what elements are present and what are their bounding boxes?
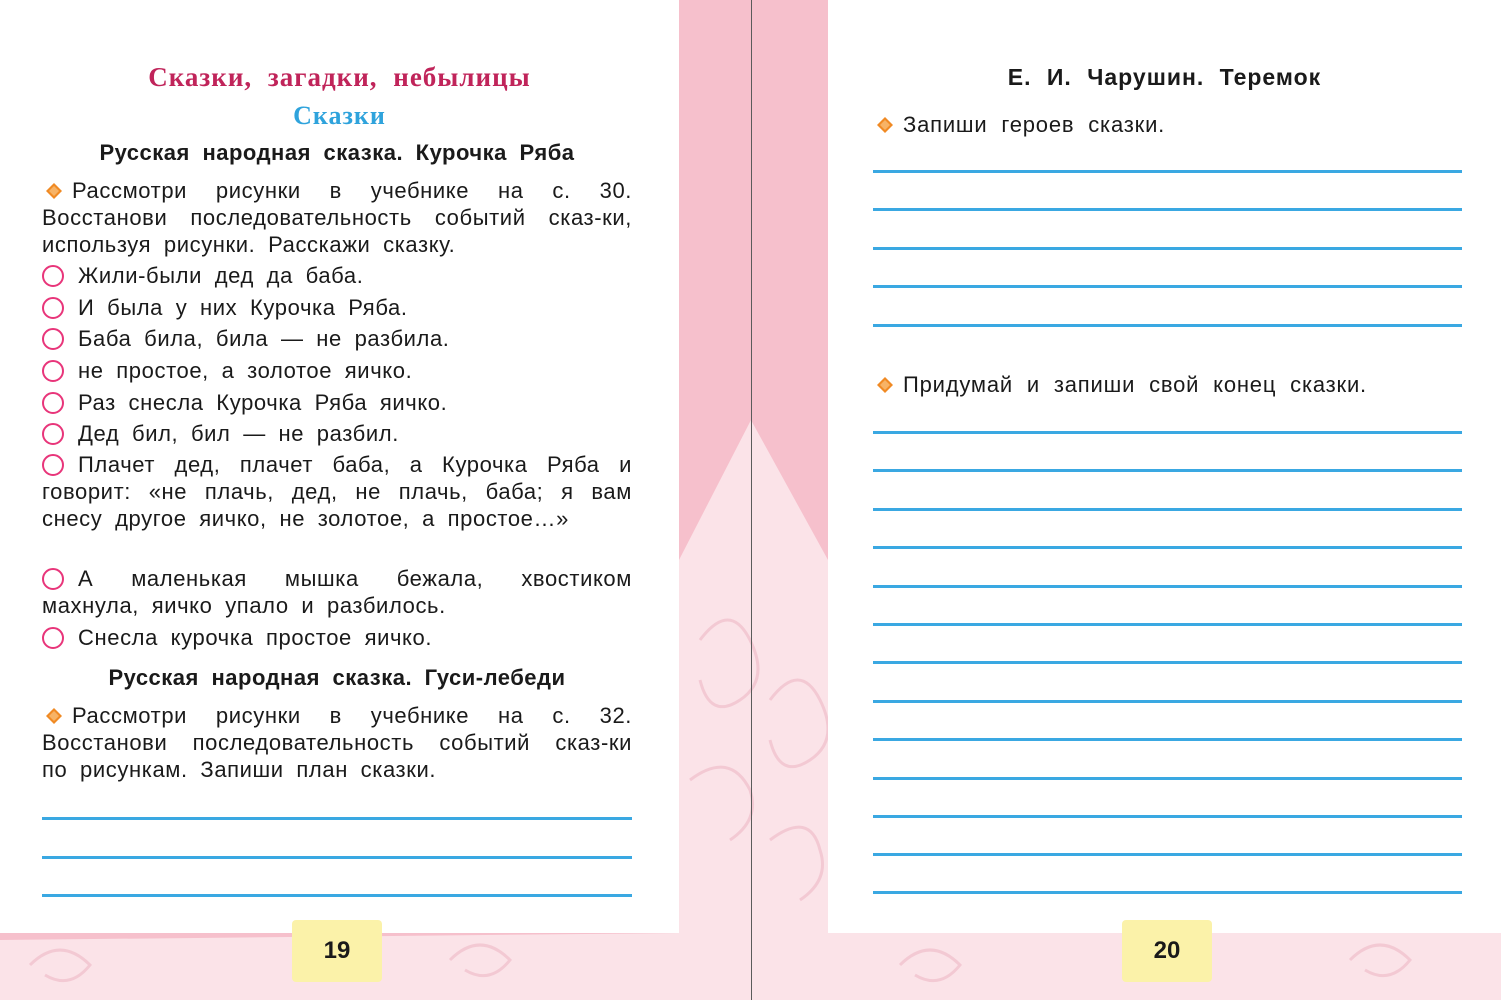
- right-task1-text: Запиши героев сказки.: [903, 112, 1166, 137]
- answer-circle[interactable]: [42, 627, 64, 649]
- task2-instruction: [42, 702, 632, 783]
- story1-title: Русская народная сказка. Курочка Ряба: [99, 140, 575, 165]
- writing-line[interactable]: [873, 700, 1462, 703]
- writing-line[interactable]: [873, 324, 1462, 327]
- writing-line[interactable]: [873, 431, 1462, 434]
- story2-title: Русская народная сказка. Гуси-лебеди: [108, 665, 566, 690]
- writing-line[interactable]: [873, 247, 1462, 250]
- answer-circle[interactable]: [42, 392, 64, 414]
- event-text: А маленькая мышка бежала, хвостиком махнула, яичко упало и разбилось.: [42, 566, 632, 618]
- writing-line[interactable]: [873, 469, 1462, 472]
- right-task1: [873, 112, 1165, 138]
- writing-line[interactable]: [873, 661, 1462, 664]
- writing-line[interactable]: [873, 508, 1462, 511]
- book-spine: [751, 0, 752, 1000]
- writing-line[interactable]: [42, 817, 632, 820]
- writing-line[interactable]: [873, 777, 1462, 780]
- event-text: Снесла курочка простое яичко.: [78, 625, 433, 650]
- answer-circle[interactable]: [42, 360, 64, 382]
- event-item-3: [42, 325, 632, 352]
- writing-line[interactable]: [873, 585, 1462, 588]
- writing-line[interactable]: [873, 208, 1462, 211]
- writing-line[interactable]: [42, 894, 632, 897]
- diamond-bullet-icon: [877, 117, 893, 133]
- writing-line[interactable]: [873, 170, 1462, 173]
- page-number-right: 20: [1122, 920, 1212, 982]
- event-item-7: [42, 451, 632, 532]
- right-page-title: Е. И. Чарушин. Теремок: [1007, 64, 1322, 90]
- event-item-8: [42, 565, 632, 619]
- subsection-title: Сказки: [293, 101, 386, 130]
- event-item-2: [42, 294, 632, 321]
- writing-line[interactable]: [42, 856, 632, 859]
- task2-text: Рассмотри рисунки в учебнике на с. 32. Восстанови последовательность событий сказ-ки по рисункам. Запиши план сказки.: [42, 703, 632, 782]
- answer-circle[interactable]: [42, 454, 64, 476]
- answer-circle[interactable]: [42, 297, 64, 319]
- answer-circle[interactable]: [42, 423, 64, 445]
- writing-line[interactable]: [873, 623, 1462, 626]
- event-item-4: [42, 357, 632, 384]
- answer-circle[interactable]: [42, 568, 64, 590]
- event-text: Баба била, била — не разбила.: [78, 326, 450, 351]
- event-text: Дед бил, бил — не разбил.: [78, 421, 399, 446]
- event-item-6: [42, 420, 632, 447]
- event-item-9: [42, 624, 632, 651]
- diamond-bullet-icon: [46, 183, 62, 199]
- writing-line[interactable]: [873, 815, 1462, 818]
- event-text: Раз снесла Курочка Ряба яичко.: [78, 390, 448, 415]
- writing-line[interactable]: [873, 738, 1462, 741]
- writing-line[interactable]: [873, 853, 1462, 856]
- task1-instruction: [42, 177, 632, 258]
- event-item-1: [42, 262, 632, 289]
- diamond-bullet-icon: [46, 708, 62, 724]
- writing-line[interactable]: [873, 546, 1462, 549]
- right-page: [828, 0, 1501, 933]
- answer-circle[interactable]: [42, 328, 64, 350]
- event-text: Плачет дед, плачет баба, а Курочка Ряба и говорит: «не плачь, дед, не плачь, баба; я вам снесу другое яичко, не золотое, а простое…»: [42, 452, 632, 531]
- page-number-left: 19: [292, 920, 382, 982]
- right-task2-text: Придумай и запиши свой конец сказки.: [903, 372, 1367, 397]
- answer-circle[interactable]: [42, 265, 64, 287]
- event-text: не простое, а золотое яичко.: [78, 358, 413, 383]
- writing-line[interactable]: [873, 285, 1462, 288]
- diamond-bullet-icon: [877, 377, 893, 393]
- task1-text: Рассмотри рисунки в учебнике на с. 30. Восстанови последовательность событий сказ-ки, используя рисунки. Расскажи сказку.: [42, 178, 632, 257]
- event-text: И была у них Курочка Ряба.: [78, 295, 408, 320]
- section-title: Сказки, загадки, небылицы: [148, 62, 531, 92]
- writing-line[interactable]: [873, 891, 1462, 894]
- event-item-5: [42, 389, 632, 416]
- event-text: Жили-были дед да баба.: [78, 263, 364, 288]
- right-task2: [873, 372, 1367, 398]
